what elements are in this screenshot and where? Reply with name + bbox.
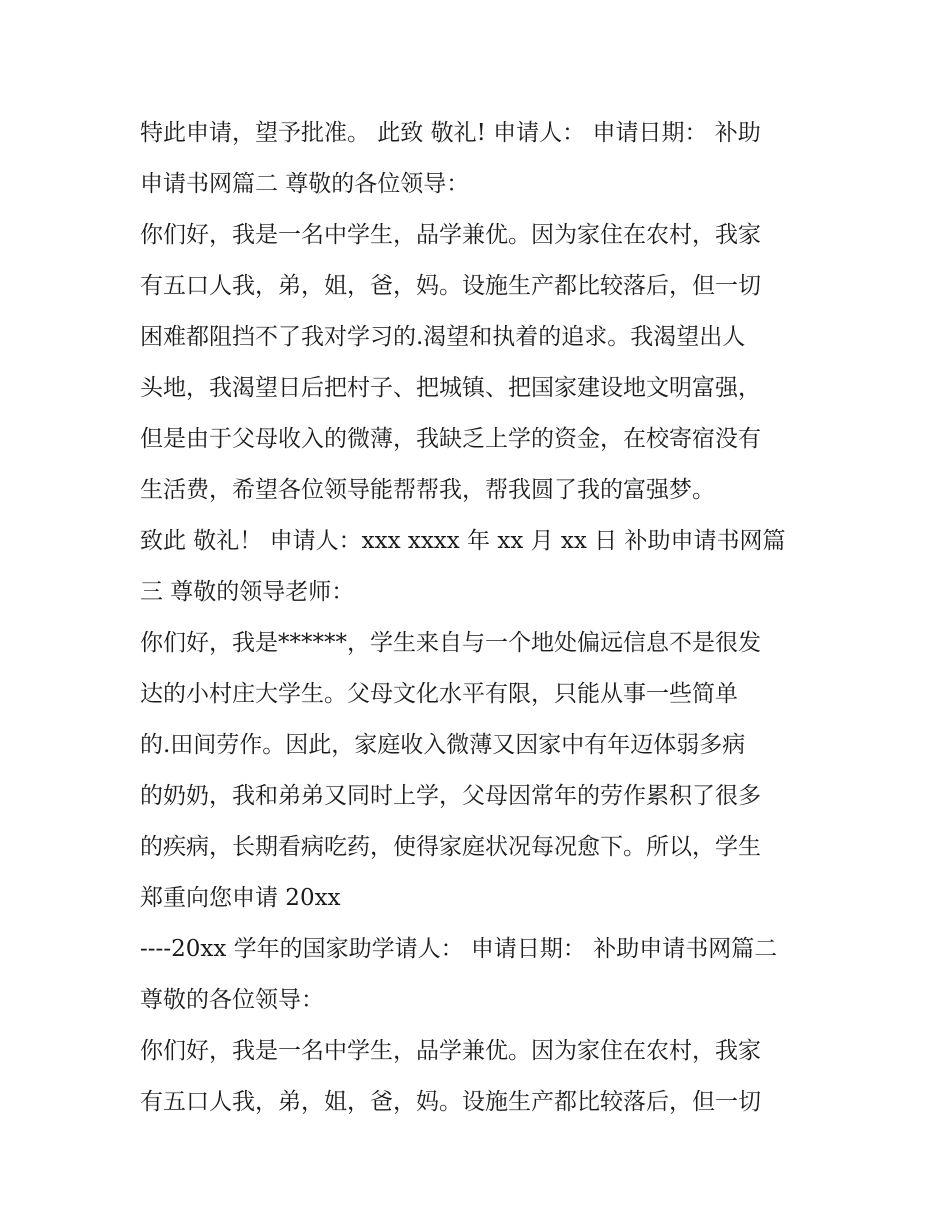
text-line: 的疾病，长期看病吃药，使得家庭状况每况愈下。所以，学生 xyxy=(140,834,761,860)
text-line: 特此申请，望予批准。 此致 敬礼! 申请人： 申请日期： 补助 xyxy=(140,120,761,146)
text-line: 尊敬的各位领导： xyxy=(140,987,324,1013)
text-line: ----20xx 学年的国家助学请人： 申请日期： 补助申请书网篇二 xyxy=(140,936,778,962)
text-line: 郑重向您申请 20xx xyxy=(140,885,341,911)
text-line: 你们好，我是一名中学生，品学兼优。因为家住在农村，我家 xyxy=(140,222,761,248)
document-body xyxy=(140,108,830,1128)
text-line: 的.田间劳作。因此，家庭收入微薄又因家中有年迈体弱多病 xyxy=(140,732,746,758)
text-line: 达的小村庄大学生。父母文化水平有限，只能从事一些简单 xyxy=(140,681,738,707)
text-line: 有五口人我，弟，姐，爸，妈。设施生产都比较落后，但一切 xyxy=(140,1089,761,1115)
text-line: 困难都阻挡不了我对学习的.渴望和执着的追求。我渴望出人 xyxy=(140,324,746,350)
text-line: 致此 敬礼！ 申请人：xxx xxxx 年 xx 月 xx 日 补助申请书网篇 xyxy=(140,528,786,554)
text-line: 三 尊敬的领导老师： xyxy=(140,579,355,605)
text-line: 你们好，我是一名中学生，品学兼优。因为家住在农村，我家 xyxy=(140,1038,761,1064)
text-line: 有五口人我，弟，姐，爸，妈。设施生产都比较落后，但一切 xyxy=(140,273,761,299)
text-line: 但是由于父母收入的微薄，我缺乏上学的资金，在校寄宿没有 xyxy=(140,426,761,452)
text-line: 头地，我渴望日后把村子、把城镇、把国家建设地文明富强， xyxy=(140,375,761,401)
text-line: 你们好，我是******，学生来自与一个地处偏远信息不是很发 xyxy=(140,630,761,656)
text-line: 的奶奶，我和弟弟又同时上学，父母因常年的劳作累积了很多 xyxy=(140,783,761,809)
text-line: 生活费，希望各位领导能帮帮我，帮我圆了我的富强梦。 xyxy=(140,477,715,503)
text-line: 申请书网篇二 尊敬的各位领导： xyxy=(140,171,470,197)
